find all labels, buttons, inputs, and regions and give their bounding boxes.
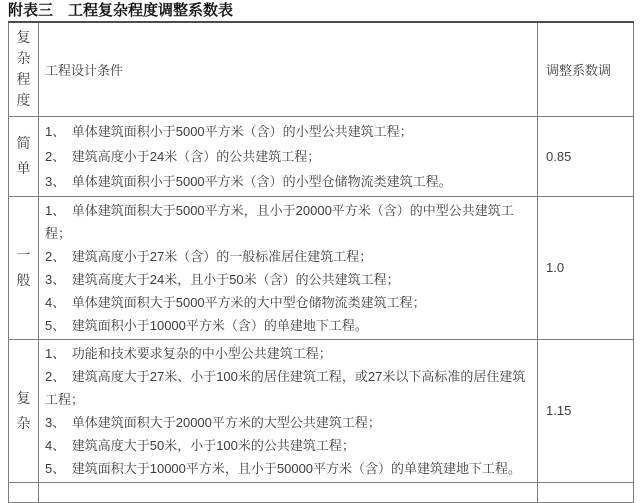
page-title: 附表三 工程复杂程度调整系数表	[8, 2, 234, 19]
table-row-simple	[9, 116, 634, 196]
condition-line: 2、 建筑高度小于27米（含）的一般标准居住建筑工程；	[45, 248, 373, 264]
conditions-list-complex	[39, 339, 538, 482]
partial-cell-level	[9, 482, 39, 502]
conditions-list-simple	[39, 116, 538, 196]
condition-line: 2、 建筑高度小于24米（含）的公共建筑工程；	[45, 148, 321, 164]
condition-line: 5、 建筑面积小于10000平方米（含）的单建地下工程。	[45, 317, 368, 333]
condition-line: 3、 单体建筑面积大于20000平方米的大型公共建筑工程；	[45, 414, 381, 430]
conditions-list-general	[39, 196, 538, 339]
level-label-simple: 简单	[9, 116, 39, 196]
level-label-general: 一般	[9, 196, 39, 339]
condition-line: 3、 建筑高度大于24米，且小于50米（含）的公共建筑工程；	[45, 271, 400, 287]
header-design-conditions: 工程设计条件	[39, 22, 538, 116]
level-label-complex: 复杂	[9, 339, 39, 482]
table-row-partial	[9, 482, 634, 502]
table-row-general	[9, 196, 634, 339]
condition-line: 5、 建筑面积大于10000平方米，且小于50000平方米（含）的单建筑建地下工程。	[45, 460, 522, 476]
condition-line: 3、 单体建筑面积小于5000平方米（含）的小型仓储物流类建筑工程。	[45, 173, 452, 189]
coefficient-value-general: 1.0	[538, 196, 634, 339]
coefficient-value-complex: 1.15	[538, 339, 634, 482]
condition-line: 4、 单体建筑面积大于5000平方米的大中型仓储物流类建筑工程；	[45, 294, 426, 310]
coefficient-value-simple: 0.85	[538, 116, 634, 196]
table-row-complex	[9, 339, 634, 482]
header-adjustment-coefficient: 调整系数调	[538, 22, 634, 116]
partial-cell-coefficient	[538, 482, 634, 502]
condition-line: 1、 单体建筑面积小于5000平方米（含）的小型公共建筑工程；	[45, 123, 413, 139]
header-complexity-level: 复杂程度	[9, 22, 39, 116]
complexity-adjustment-table	[8, 21, 634, 503]
condition-line: 2、 建筑高度大于27米、小于100米的居住建筑工程，或27米以下高标准的居住建筑工程；	[45, 368, 526, 407]
condition-line: 1、 单体建筑面积大于5000平方米，且小于20000平方米（含）的中型公共建筑工程；	[45, 202, 514, 241]
table-header-row	[9, 22, 634, 116]
condition-line: 4、 建筑高度大于50米，小于100米的公共建筑工程；	[45, 437, 355, 453]
partial-cell-conditions	[39, 482, 538, 502]
condition-line: 1、 功能和技术要求复杂的中小型公共建筑工程；	[45, 345, 332, 361]
